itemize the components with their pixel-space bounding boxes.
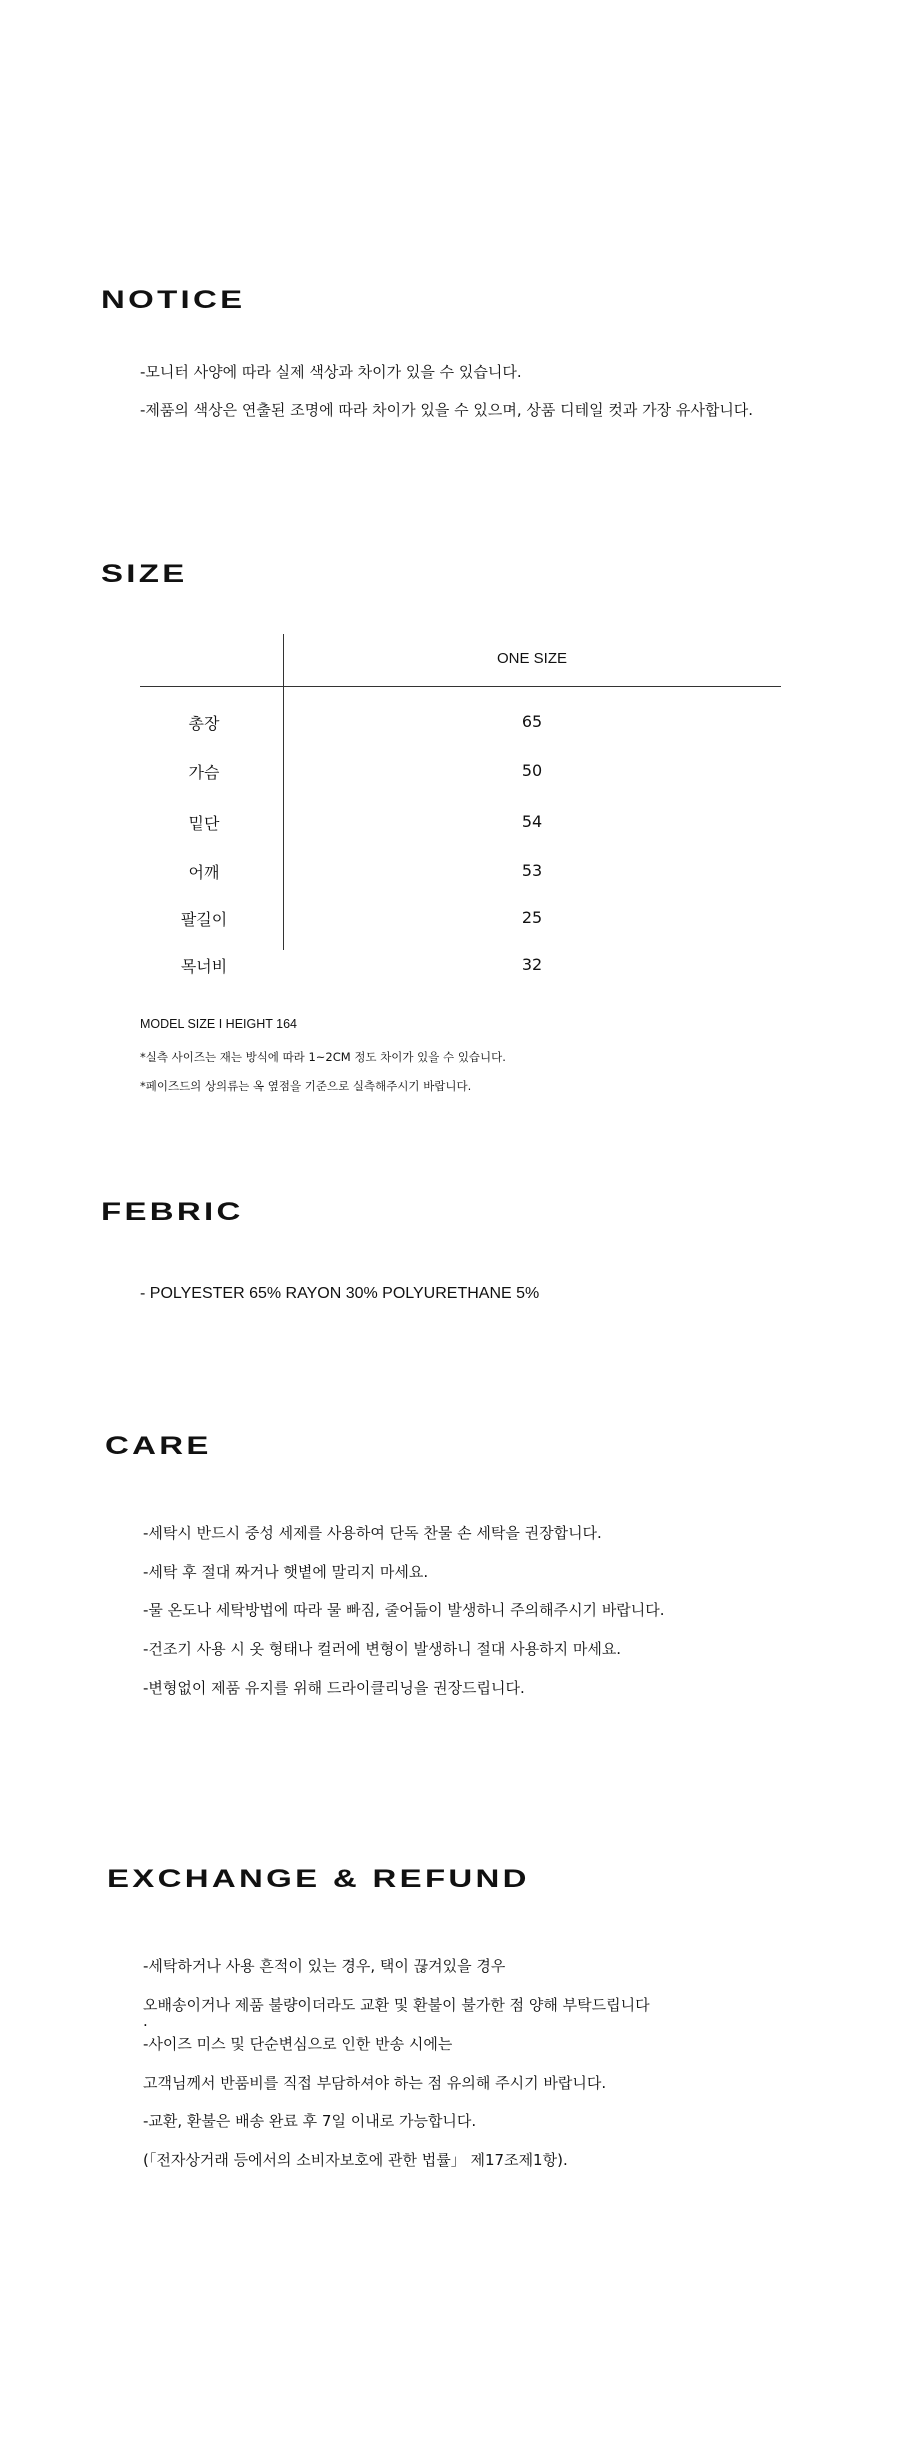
exchange-line: .: [143, 2012, 148, 2030]
size-table-divider-horizontal: [140, 686, 781, 687]
exchange-line: 고객님께서 반품비를 직접 부담하셔야 하는 점 유의해 주시기 바랍니다.: [143, 2074, 607, 2092]
size-row-label: 목너비: [180, 957, 228, 976]
care-line: -세탁 후 절대 짜거나 햇볕에 말리지 마세요.: [143, 1563, 429, 1581]
care-line: -물 온도나 세탁방법에 따라 물 빠짐, 줄어듦이 발생하니 주의해주시기 바랍니다.: [143, 1601, 665, 1619]
care-line: -세탁시 반드시 중성 세제를 사용하여 단독 찬물 손 세탁을 권장합니다.: [143, 1524, 602, 1542]
size-row-label: 밑단: [188, 814, 220, 833]
size-row-value: 32: [521, 955, 543, 974]
size-column-header: ONE SIZE: [496, 650, 567, 667]
exchange-line: (「전자상거래 등에서의 소비자보호에 관한 법률」 제17조제1항).: [143, 2151, 568, 2169]
size-table: [140, 634, 781, 950]
size-row-label: 가슴: [188, 763, 220, 782]
notice-line: -제품의 색상은 연출된 조명에 따라 차이가 있을 수 있으며, 상품 디테일 컷과 가장 유사합니다.: [140, 401, 754, 419]
size-row-value: 53: [521, 861, 543, 880]
exchange-line: -사이즈 미스 및 단순변심으로 인한 반송 시에는: [143, 2035, 453, 2053]
care-line: -변형없이 제품 유지를 위해 드라이클리닝을 권장드립니다.: [143, 1679, 525, 1697]
exchange-line: -교환, 환불은 배송 완료 후 7일 이내로 가능합니다.: [143, 2112, 477, 2130]
exchange-line: 오배송이거나 제품 불량이더라도 교환 및 환불이 불가한 점 양해 부탁드립니다: [143, 1996, 650, 2014]
model-size-info: MODEL SIZE I HEIGHT 164: [140, 1017, 297, 1031]
care-heading: CARE: [105, 1432, 212, 1460]
size-row-value: 25: [521, 908, 543, 927]
notice-line: -모니터 사양에 따라 실제 색상과 차이가 있을 수 있습니다.: [140, 363, 522, 381]
fabric-heading: FEBRIC: [101, 1198, 244, 1226]
size-note: *실측 사이즈는 재는 방식에 따라 1~2CM 정도 차이가 있을 수 있습니다.: [140, 1050, 506, 1064]
size-row-value: 50: [521, 761, 543, 780]
care-line: -건조기 사용 시 옷 형태나 컬러에 변형이 발생하니 절대 사용하지 마세요.: [143, 1640, 622, 1658]
size-table-divider-vertical: [283, 634, 284, 950]
fabric-composition: - POLYESTER 65% RAYON 30% POLYURETHANE 5%: [140, 1285, 540, 1302]
exchange-line: -세탁하거나 사용 흔적이 있는 경우, 택이 끊겨있을 경우: [143, 1957, 506, 1975]
size-row-label: 총장: [188, 714, 220, 733]
exchange-refund-heading: EXCHANGE & REFUND: [107, 1865, 530, 1893]
size-row-value: 54: [521, 812, 543, 831]
size-note: *페이즈드의 상의류는 옥 옆점을 기준으로 실측해주시기 바랍니다.: [140, 1079, 472, 1093]
size-heading: SIZE: [101, 560, 188, 588]
notice-heading: NOTICE: [101, 286, 246, 314]
size-row-label: 팔길이: [180, 910, 228, 929]
size-row-value: 65: [521, 712, 543, 731]
size-row-label: 어깨: [188, 863, 220, 882]
